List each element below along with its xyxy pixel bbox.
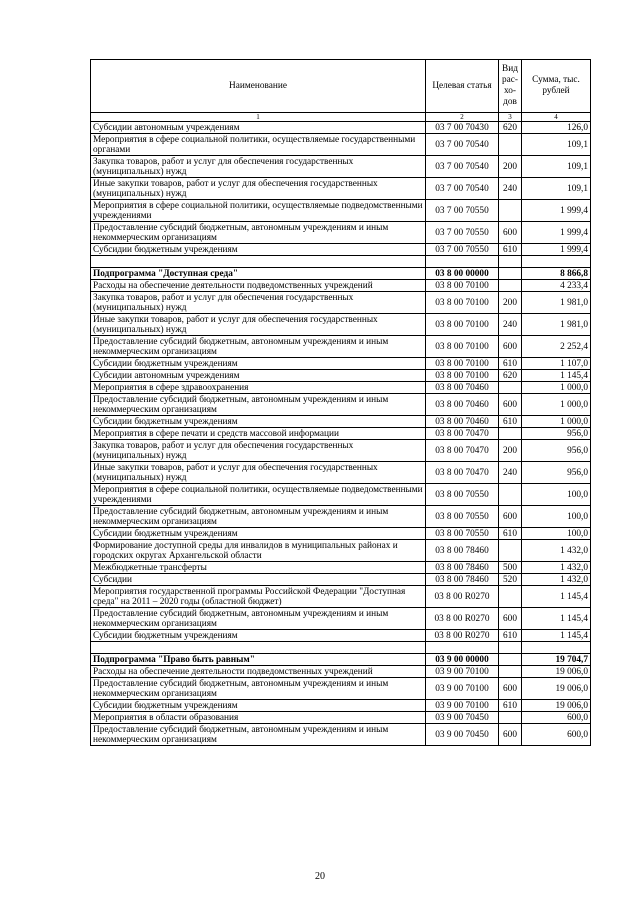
row-name-cell: Предоставление субсидий бюджетным, автономным учреждениям и иным некоммерческим организациям (91, 608, 426, 630)
row-sum-cell (522, 256, 591, 268)
row-type-cell: 600 (499, 336, 522, 358)
row-sum-cell (522, 642, 591, 654)
table-row (91, 358, 591, 370)
table-row (91, 156, 591, 178)
row-type-cell: 200 (499, 440, 522, 462)
row-name-cell: Предоставление субсидий бюджетным, автономным учреждениям и иным некоммерческим организациям (91, 678, 426, 700)
row-sum-cell: 1 000,0 (522, 382, 591, 394)
row-target-cell: 03 8 00 70100 (426, 370, 499, 382)
table-row (91, 586, 591, 608)
row-sum-cell: 4 233,4 (522, 280, 591, 292)
row-type-cell (499, 540, 522, 562)
row-target-cell: 03 7 00 70430 (426, 122, 499, 134)
row-target-cell: 03 8 00 R0270 (426, 630, 499, 642)
table-row (91, 678, 591, 700)
table-row (91, 222, 591, 244)
row-name-cell: Закупка товаров, работ и услуг для обеспечения государственных (муниципальных) нужд (91, 156, 426, 178)
row-type-cell: 600 (499, 678, 522, 700)
row-type-cell (499, 134, 522, 156)
row-target-cell: 03 9 00 70450 (426, 724, 499, 746)
table-row (91, 574, 591, 586)
row-sum-cell: 956,0 (522, 462, 591, 484)
row-name-cell: Мероприятия в области образования (91, 712, 426, 724)
row-type-cell (499, 256, 522, 268)
row-name-cell: Предоставление субсидий бюджетным, автономным учреждениям и иным некоммерческим организациям (91, 336, 426, 358)
row-name-cell: Иные закупки товаров, работ и услуг для обеспечения государственных (муниципальных) нужд (91, 462, 426, 484)
row-name-cell: Субсидии бюджетным учреждениям (91, 358, 426, 370)
row-target-cell: 03 8 00 70550 (426, 528, 499, 540)
row-target-cell: 03 7 00 70550 (426, 222, 499, 244)
row-type-cell: 610 (499, 244, 522, 256)
row-name-cell: Субсидии бюджетным учреждениям (91, 416, 426, 428)
table-row (91, 244, 591, 256)
row-target-cell: 03 9 00 70100 (426, 700, 499, 712)
row-name-cell: Межбюджетные трансферты (91, 562, 426, 574)
row-name-cell: Подпрограмма "Право быть равным" (91, 654, 426, 666)
row-type-cell: 240 (499, 462, 522, 484)
row-type-cell (499, 200, 522, 222)
table-row (91, 314, 591, 336)
row-type-cell: 500 (499, 562, 522, 574)
table-row (91, 122, 591, 134)
row-type-cell: 600 (499, 394, 522, 416)
budget-table (90, 59, 591, 746)
table-row (91, 608, 591, 630)
row-sum-cell: 1 999,4 (522, 244, 591, 256)
row-name-cell: Предоставление субсидий бюджетным, автономным учреждениям и иным некоммерческим организациям (91, 394, 426, 416)
table-row (91, 666, 591, 678)
row-sum-cell: 1 432,0 (522, 540, 591, 562)
row-sum-cell: 600,0 (522, 724, 591, 746)
row-type-cell: 610 (499, 528, 522, 540)
row-target-cell: 03 8 00 70550 (426, 484, 499, 506)
table-row (91, 336, 591, 358)
row-name-cell: Субсидии бюджетным учреждениям (91, 630, 426, 642)
column-number: 1 (91, 113, 426, 122)
row-sum-cell: 1 432,0 (522, 574, 591, 586)
header-expense-type: Вид рас-хо-дов (499, 60, 522, 113)
row-sum-cell: 100,0 (522, 506, 591, 528)
row-sum-cell: 600,0 (522, 712, 591, 724)
table-row (91, 528, 591, 540)
row-name-cell: Мероприятия в сфере социальной политики, осуществляемые государственными органами (91, 134, 426, 156)
row-name-cell: Мероприятия в сфере здравоохранения (91, 382, 426, 394)
row-sum-cell: 19 006,0 (522, 678, 591, 700)
table-row (91, 256, 591, 268)
page-number: 20 (315, 871, 325, 882)
row-sum-cell: 1 145,4 (522, 370, 591, 382)
row-target-cell: 03 8 00 70460 (426, 416, 499, 428)
row-name-cell (91, 642, 426, 654)
row-target-cell: 03 8 00 R0270 (426, 586, 499, 608)
row-sum-cell: 956,0 (522, 428, 591, 440)
row-name-cell: Субсидии автономным учреждениям (91, 370, 426, 382)
row-sum-cell: 1 981,0 (522, 292, 591, 314)
row-type-cell: 600 (499, 724, 522, 746)
row-target-cell: 03 7 00 70540 (426, 178, 499, 200)
table-row (91, 654, 591, 666)
row-name-cell: Расходы на обеспечение деятельности подведомственных учреждений (91, 666, 426, 678)
row-name-cell: Субсидии автономным учреждениям (91, 122, 426, 134)
row-name-cell: Закупка товаров, работ и услуг для обеспечения государственных (муниципальных) нужд (91, 440, 426, 462)
header-sum: Сумма, тыс. рублей (522, 60, 591, 113)
row-name-cell: Субсидии бюджетным учреждениям (91, 528, 426, 540)
header-name: Наименование (91, 60, 426, 113)
table-body (91, 122, 591, 746)
row-sum-cell: 100,0 (522, 484, 591, 506)
row-type-cell: 240 (499, 314, 522, 336)
header-row (91, 60, 591, 113)
column-number: 3 (499, 113, 522, 122)
table-row (91, 562, 591, 574)
table-row (91, 440, 591, 462)
table-row (91, 484, 591, 506)
row-target-cell (426, 642, 499, 654)
row-sum-cell: 126,0 (522, 122, 591, 134)
row-sum-cell: 19 006,0 (522, 666, 591, 678)
row-target-cell: 03 9 00 70100 (426, 678, 499, 700)
row-name-cell: Предоставление субсидий бюджетным, автономным учреждениям и иным некоммерческим организациям (91, 724, 426, 746)
row-target-cell: 03 8 00 70100 (426, 358, 499, 370)
row-type-cell: 620 (499, 122, 522, 134)
table-row (91, 382, 591, 394)
row-target-cell: 03 8 00 70470 (426, 428, 499, 440)
table-row (91, 540, 591, 562)
row-name-cell: Субсидии (91, 574, 426, 586)
table-row (91, 268, 591, 280)
table-row (91, 700, 591, 712)
table-row (91, 394, 591, 416)
row-target-cell: 03 7 00 70540 (426, 156, 499, 178)
row-target-cell: 03 7 00 70550 (426, 200, 499, 222)
row-target-cell: 03 8 00 70550 (426, 506, 499, 528)
row-target-cell: 03 9 00 70450 (426, 712, 499, 724)
row-sum-cell: 1 981,0 (522, 314, 591, 336)
row-type-cell (499, 382, 522, 394)
row-sum-cell: 1 145,4 (522, 586, 591, 608)
table-row (91, 506, 591, 528)
row-sum-cell: 1 000,0 (522, 416, 591, 428)
row-sum-cell: 109,1 (522, 156, 591, 178)
table-row (91, 134, 591, 156)
row-target-cell: 03 8 00 70460 (426, 382, 499, 394)
row-type-cell (499, 642, 522, 654)
row-name-cell: Иные закупки товаров, работ и услуг для обеспечения государственных (муниципальных) нужд (91, 314, 426, 336)
table-row (91, 630, 591, 642)
table-row (91, 178, 591, 200)
table-row (91, 724, 591, 746)
row-sum-cell: 2 252,4 (522, 336, 591, 358)
row-name-cell: Мероприятия в сфере печати и средств массовой информации (91, 428, 426, 440)
row-sum-cell: 1 999,4 (522, 200, 591, 222)
row-type-cell: 600 (499, 222, 522, 244)
row-name-cell: Закупка товаров, работ и услуг для обеспечения государственных (муниципальных) нужд (91, 292, 426, 314)
row-sum-cell: 956,0 (522, 440, 591, 462)
row-name-cell: Субсидии бюджетным учреждениям (91, 244, 426, 256)
row-target-cell (426, 256, 499, 268)
row-sum-cell: 1 999,4 (522, 222, 591, 244)
row-type-cell: 610 (499, 416, 522, 428)
table-row (91, 642, 591, 654)
table-row (91, 428, 591, 440)
budget-table-sheet (90, 59, 590, 746)
row-type-cell: 610 (499, 630, 522, 642)
row-target-cell: 03 8 00 78460 (426, 540, 499, 562)
row-sum-cell: 1 145,4 (522, 608, 591, 630)
row-name-cell: Мероприятия государственной программы Российской Федерации "Доступная среда" на 2011 – 2020 годы (областной бюджет) (91, 586, 426, 608)
row-type-cell: 600 (499, 608, 522, 630)
table-row (91, 416, 591, 428)
row-target-cell: 03 8 00 78460 (426, 562, 499, 574)
row-type-cell: 610 (499, 700, 522, 712)
row-target-cell: 03 7 00 70540 (426, 134, 499, 156)
row-type-cell: 200 (499, 156, 522, 178)
row-sum-cell: 1 145,4 (522, 630, 591, 642)
row-type-cell (499, 712, 522, 724)
row-name-cell: Иные закупки товаров, работ и услуг для обеспечения государственных (муниципальных) нужд (91, 178, 426, 200)
table-row (91, 292, 591, 314)
row-type-cell (499, 484, 522, 506)
row-target-cell: 03 8 00 70100 (426, 292, 499, 314)
row-type-cell (499, 428, 522, 440)
column-number: 4 (522, 113, 591, 122)
row-target-cell: 03 8 00 R0270 (426, 608, 499, 630)
row-sum-cell: 19 704,7 (522, 654, 591, 666)
row-type-cell: 610 (499, 358, 522, 370)
table-row (91, 462, 591, 484)
row-name-cell (91, 256, 426, 268)
column-number: 2 (426, 113, 499, 122)
row-type-cell: 200 (499, 292, 522, 314)
row-name-cell: Предоставление субсидий бюджетным, автономным учреждениям и иным некоммерческим организациям (91, 506, 426, 528)
row-name-cell: Мероприятия в сфере социальной политики, осуществляемые подведомственными учреждениями (91, 200, 426, 222)
row-target-cell: 03 8 00 70470 (426, 440, 499, 462)
table-row (91, 712, 591, 724)
row-sum-cell: 100,0 (522, 528, 591, 540)
row-target-cell: 03 8 00 00000 (426, 268, 499, 280)
row-target-cell: 03 9 00 70100 (426, 666, 499, 678)
row-type-cell (499, 654, 522, 666)
row-type-cell: 240 (499, 178, 522, 200)
column-number-row (91, 113, 591, 122)
row-sum-cell: 109,1 (522, 134, 591, 156)
row-sum-cell: 1 000,0 (522, 394, 591, 416)
row-name-cell: Расходы на обеспечение деятельности подведомственных учреждений (91, 280, 426, 292)
row-target-cell: 03 8 00 70100 (426, 314, 499, 336)
row-sum-cell: 8 866,8 (522, 268, 591, 280)
table-row (91, 280, 591, 292)
row-type-cell (499, 268, 522, 280)
row-target-cell: 03 8 00 70470 (426, 462, 499, 484)
header-target-article: Целевая статья (426, 60, 499, 113)
row-target-cell: 03 8 00 70100 (426, 336, 499, 358)
row-target-cell: 03 8 00 70100 (426, 280, 499, 292)
row-name-cell: Подпрограмма "Доступная среда" (91, 268, 426, 280)
row-name-cell: Предоставление субсидий бюджетным, автономным учреждениям и иным некоммерческим организациям (91, 222, 426, 244)
row-target-cell: 03 9 00 00000 (426, 654, 499, 666)
row-sum-cell: 1 432,0 (522, 562, 591, 574)
row-target-cell: 03 8 00 78460 (426, 574, 499, 586)
row-target-cell: 03 7 00 70550 (426, 244, 499, 256)
row-type-cell: 520 (499, 574, 522, 586)
row-type-cell (499, 280, 522, 292)
row-sum-cell: 109,1 (522, 178, 591, 200)
row-sum-cell: 19 006,0 (522, 700, 591, 712)
table-row (91, 370, 591, 382)
row-type-cell: 620 (499, 370, 522, 382)
row-sum-cell: 1 107,0 (522, 358, 591, 370)
row-name-cell: Мероприятия в сфере социальной политики, осуществляемые подведомственными учреждениями (91, 484, 426, 506)
row-type-cell: 600 (499, 506, 522, 528)
table-row (91, 200, 591, 222)
row-name-cell: Субсидии бюджетным учреждениям (91, 700, 426, 712)
row-target-cell: 03 8 00 70460 (426, 394, 499, 416)
row-type-cell (499, 586, 522, 608)
row-type-cell (499, 666, 522, 678)
row-name-cell: Формирование доступной среды для инвалидов в муниципальных районах и городских округах Архангельской области (91, 540, 426, 562)
